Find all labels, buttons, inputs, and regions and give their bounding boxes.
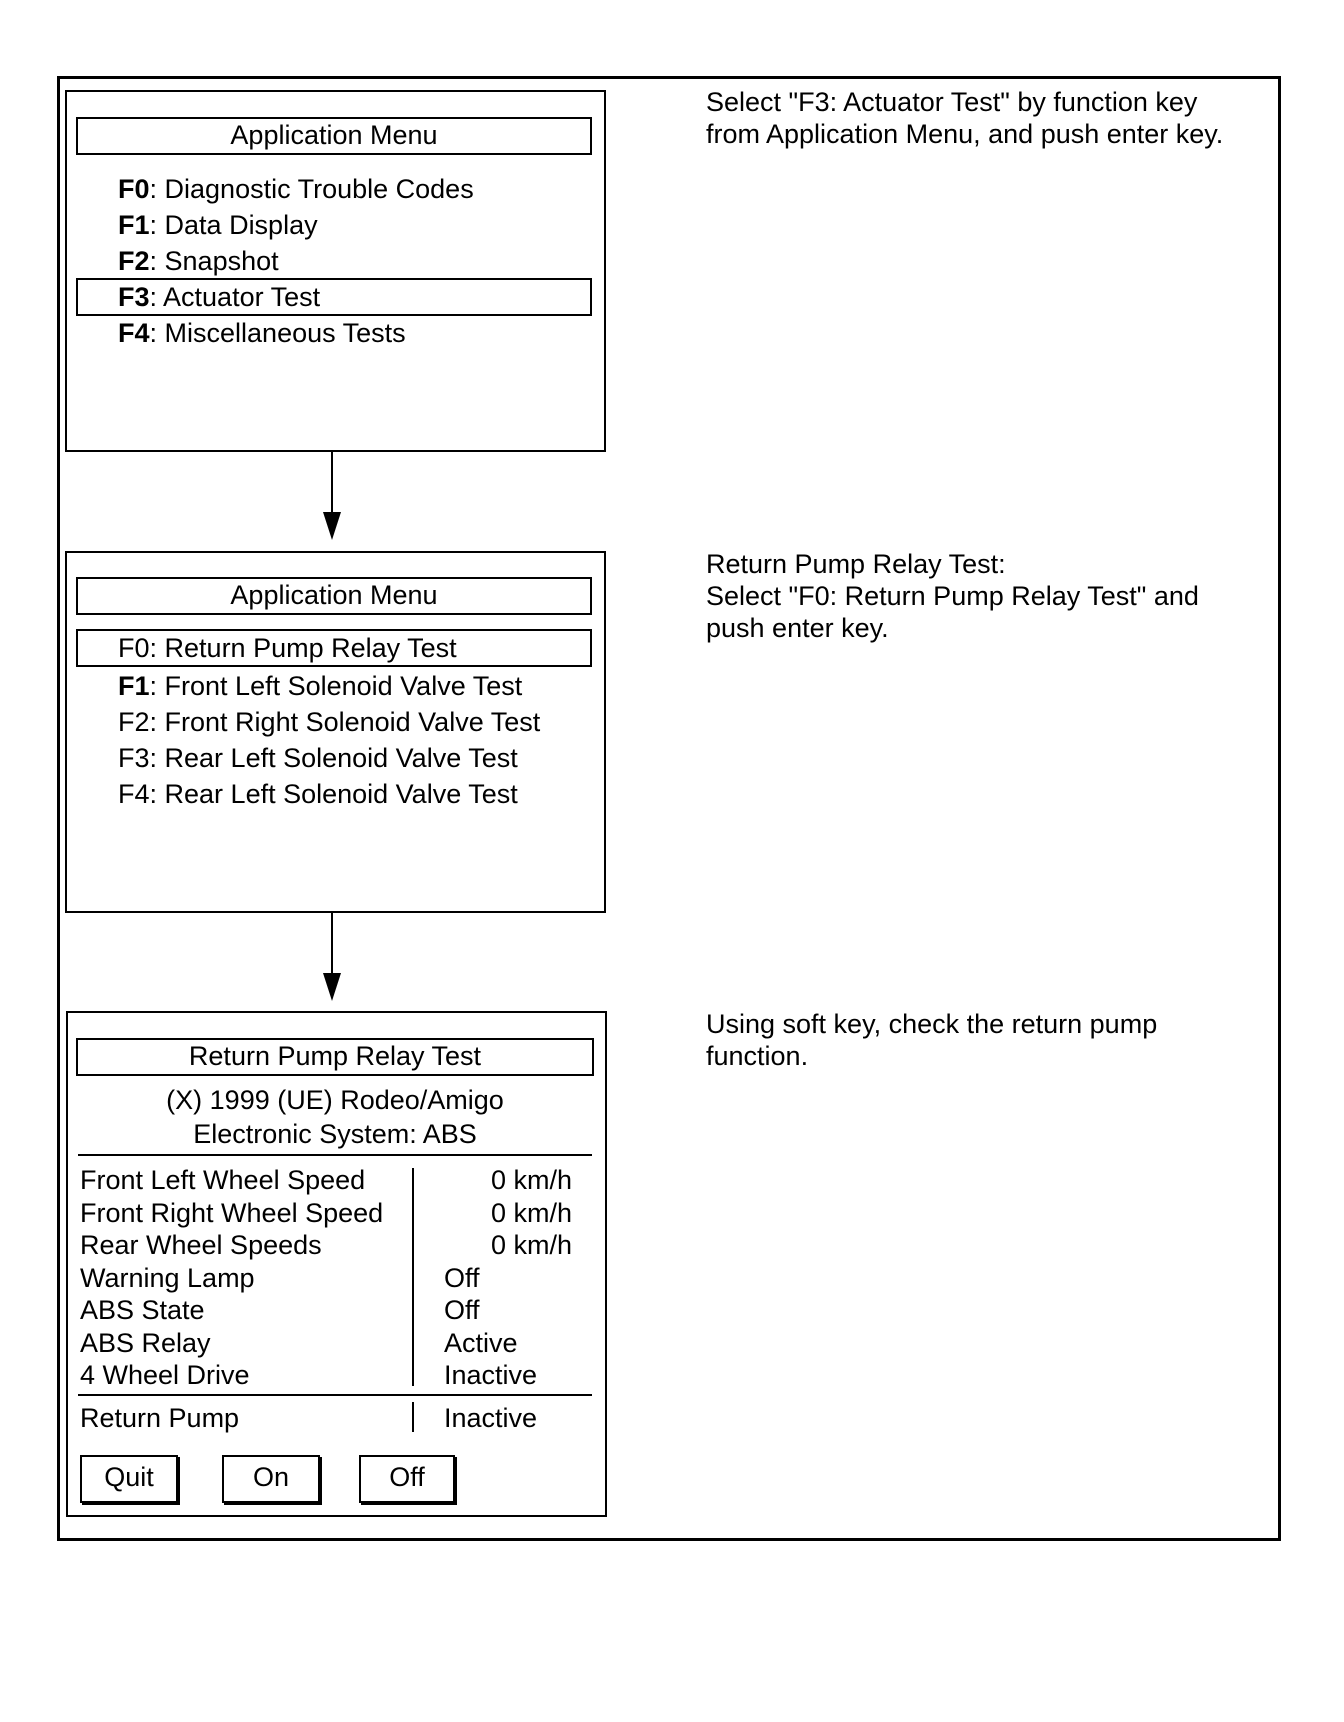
instruction-note-3: Using soft key, check the return pump function.	[706, 1009, 1158, 1071]
data-value-warning-lamp: Off	[444, 1263, 480, 1293]
data-value-front-right-wheel-speed: 0 km/h	[490, 1198, 572, 1228]
data-label-abs-relay: ABS Relay	[80, 1328, 211, 1358]
pump-divider	[78, 1394, 592, 1396]
menu-item-front-left-solenoid-valve-test[interactable]: F1: Front Left Solenoid Valve Test	[118, 671, 523, 701]
column-divider	[412, 1168, 414, 1386]
menu-item-actuator-test-selected[interactable]: F3: Actuator Test	[76, 278, 592, 316]
menu-item-miscellaneous-tests[interactable]: F4: Miscellaneous Tests	[118, 318, 406, 348]
vehicle-info: (X) 1999 (UE) Rodeo/Amigo	[166, 1085, 504, 1115]
return-pump-value: Inactive	[444, 1403, 538, 1433]
menu-item-front-right-solenoid-valve-test[interactable]: F2: Front Right Solenoid Valve Test	[118, 707, 541, 737]
instruction-note-1: Select "F3: Actuator Test" by function key from Application Menu, and push enter key.	[706, 87, 1224, 149]
menu-item-data-display[interactable]: F1: Data Display	[118, 210, 318, 240]
data-value-4-wheel-drive: Inactive	[444, 1360, 538, 1390]
data-value-front-left-wheel-speed: 0 km/h	[490, 1165, 572, 1195]
screen-title: Return Pump Relay Test	[76, 1038, 594, 1076]
flow-arrow-1-head	[323, 512, 341, 540]
on-button[interactable]: On	[222, 1455, 320, 1503]
data-label-warning-lamp: Warning Lamp	[80, 1263, 255, 1293]
menu-item-rear-left-solenoid-valve-test-2[interactable]: F4: Rear Left Solenoid Valve Test	[118, 779, 518, 809]
menu-item-return-pump-relay-test-selected[interactable]: F0: Return Pump Relay Test	[76, 629, 592, 667]
data-value-abs-relay: Active	[444, 1328, 518, 1358]
data-label-abs-state: ABS State	[80, 1295, 205, 1325]
flow-arrow-2-head	[323, 973, 341, 1001]
electronic-system-info: Electronic System: ABS	[193, 1119, 477, 1149]
flow-arrow-1-line	[331, 452, 333, 514]
screen-title: Application Menu	[76, 577, 592, 615]
data-label-rear-wheel-speeds: Rear Wheel Speeds	[80, 1230, 322, 1260]
data-label-front-left-wheel-speed: Front Left Wheel Speed	[80, 1165, 366, 1195]
data-value-rear-wheel-speeds: 0 km/h	[490, 1230, 572, 1260]
data-value-abs-state: Off	[444, 1295, 480, 1325]
return-pump-label: Return Pump	[80, 1403, 240, 1433]
data-label-front-right-wheel-speed: Front Right Wheel Speed	[80, 1198, 384, 1228]
menu-item-diagnostic-trouble-codes[interactable]: F0: Diagnostic Trouble Codes	[118, 174, 474, 204]
menu-item-snapshot[interactable]: F2: Snapshot	[118, 246, 279, 276]
flow-arrow-2-line	[331, 913, 333, 975]
instruction-note-2: Return Pump Relay Test: Select "F0: Return Pump Relay Test" and push enter key.	[706, 549, 1199, 643]
off-button[interactable]: Off	[359, 1455, 455, 1503]
header-divider	[78, 1154, 592, 1156]
pump-column-divider	[412, 1402, 414, 1432]
menu-item-rear-left-solenoid-valve-test[interactable]: F3: Rear Left Solenoid Valve Test	[118, 743, 518, 773]
data-label-4-wheel-drive: 4 Wheel Drive	[80, 1360, 250, 1390]
quit-button[interactable]: Quit	[80, 1455, 178, 1503]
screen-title: Application Menu	[76, 117, 592, 155]
